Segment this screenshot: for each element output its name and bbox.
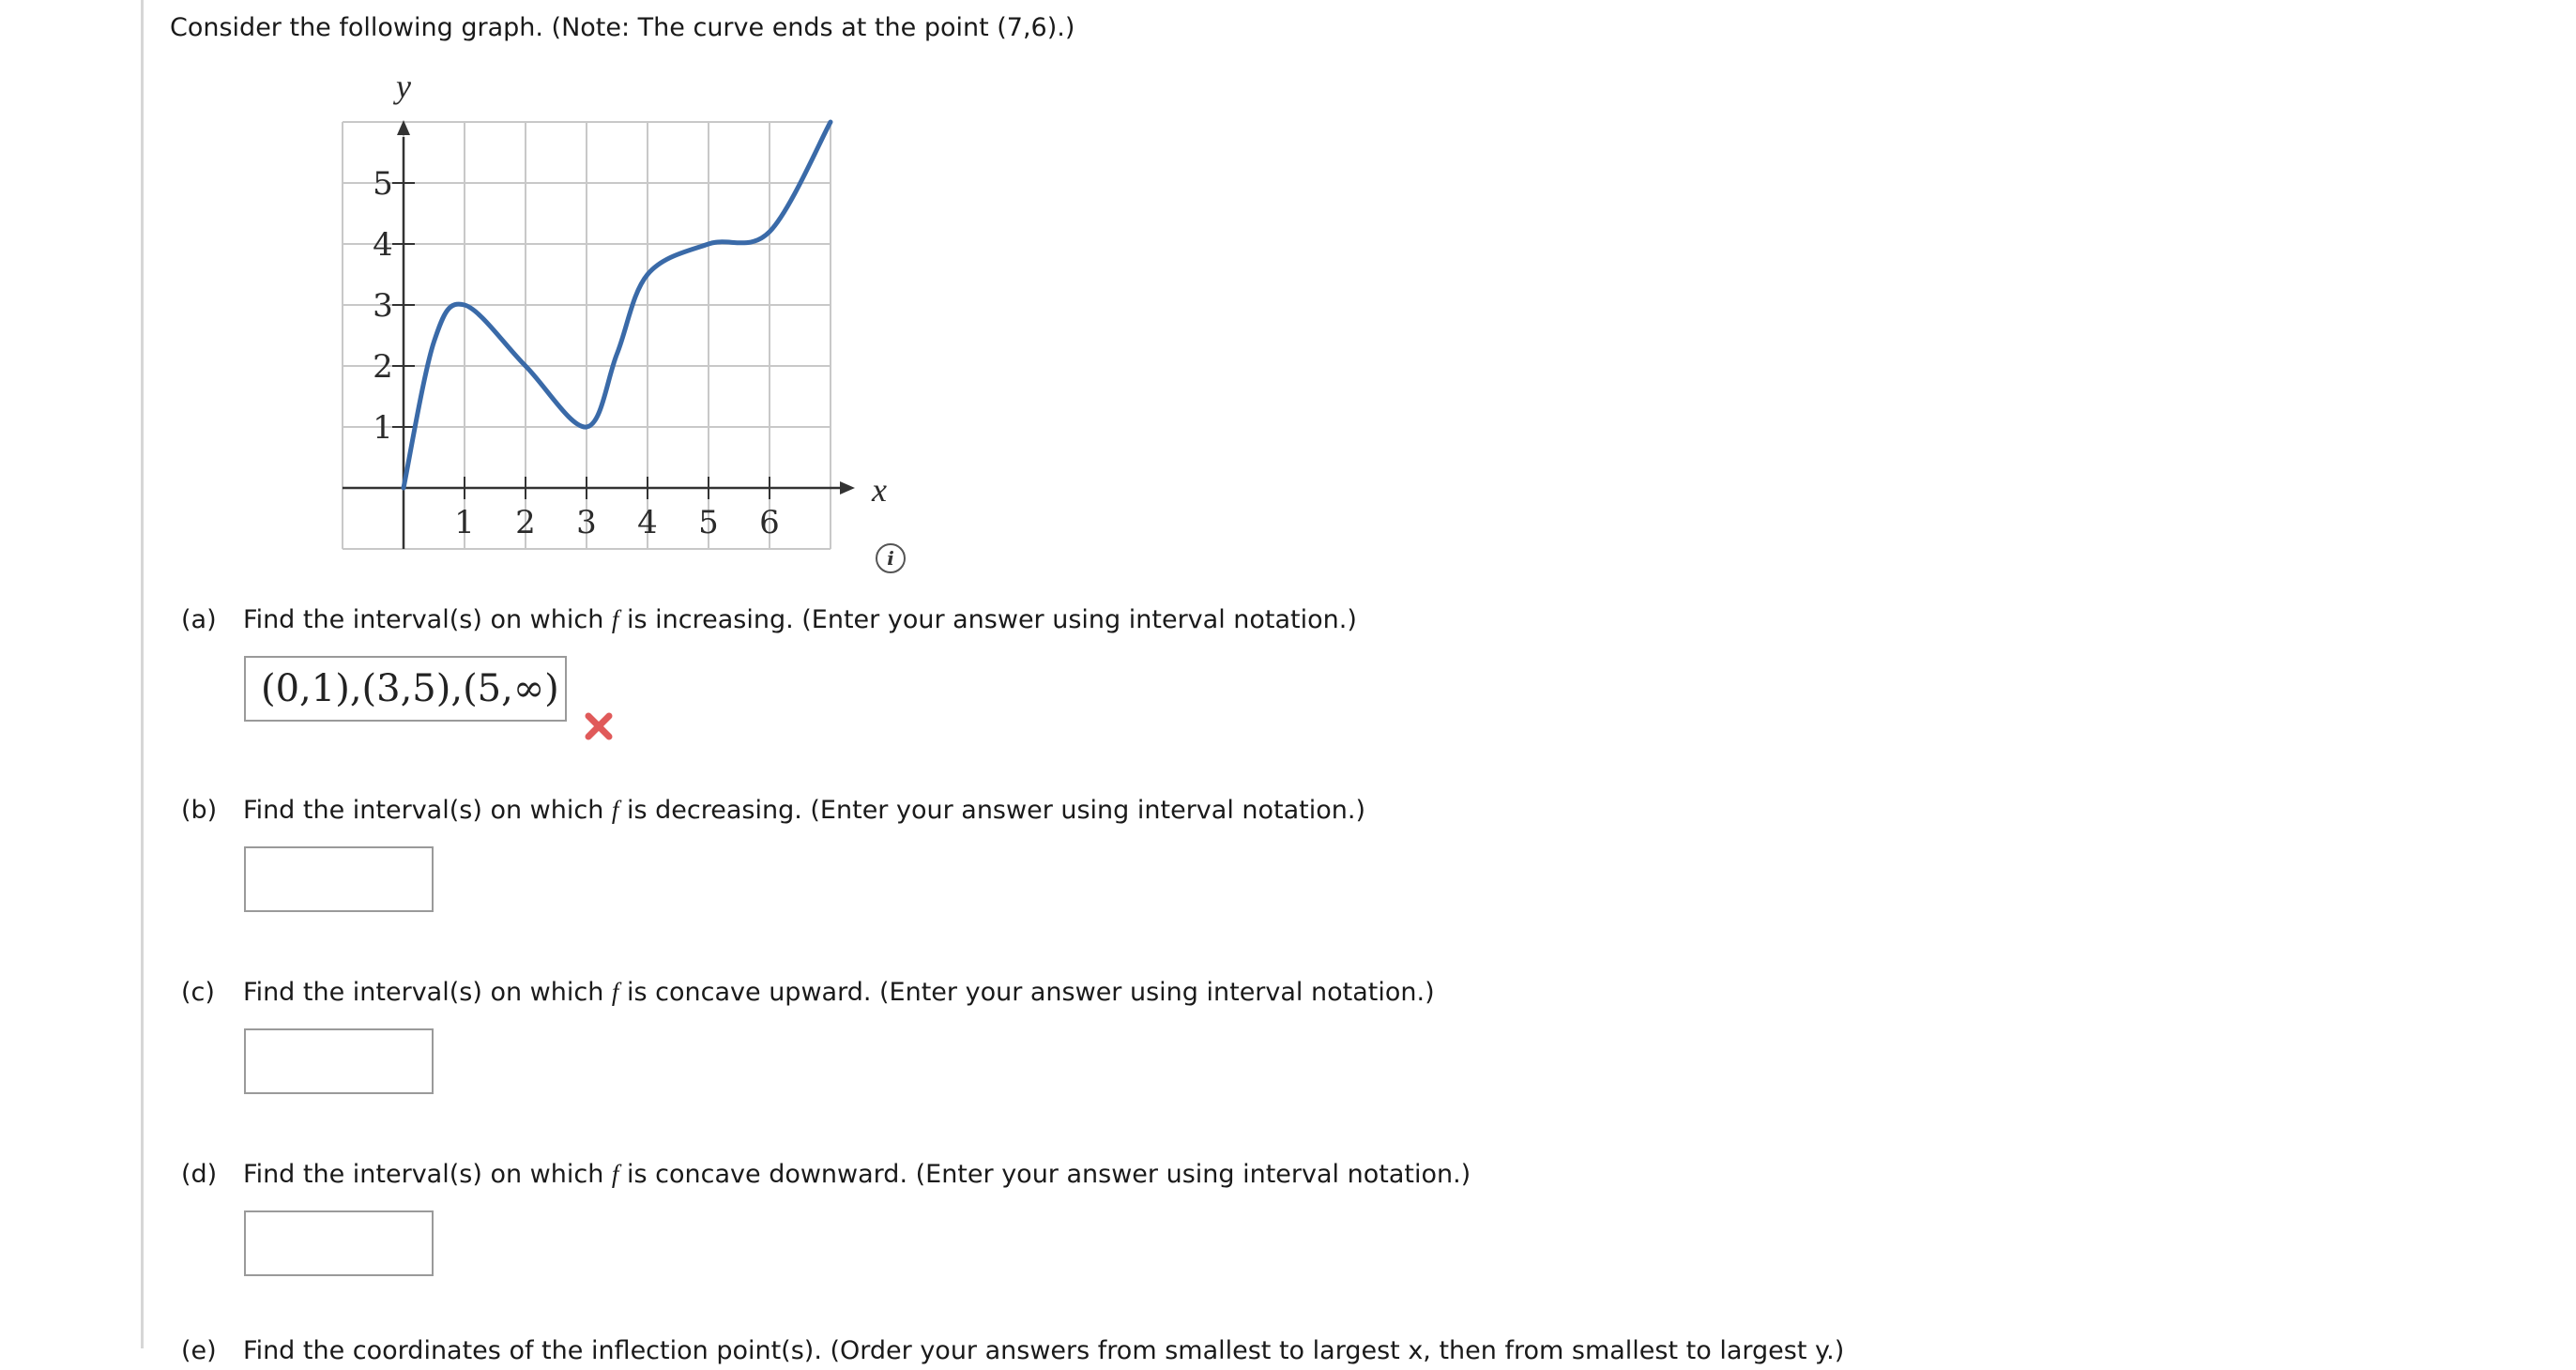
- y-tick-label: 2: [373, 348, 393, 386]
- question-d-letter: (d): [181, 1160, 218, 1189]
- x-axis-arrow: [840, 481, 855, 495]
- function-graph: [328, 66, 901, 591]
- question-c: [181, 973, 1435, 1012]
- x-tick-label: 1: [454, 504, 475, 541]
- question-b: [181, 791, 1365, 830]
- question-b-letter: (b): [181, 796, 218, 825]
- x-tick-label: 4: [637, 504, 658, 541]
- question-d-text: Find the interval(s) on which f is concave downward. (Enter your answer using interval notation.): [243, 1160, 1471, 1189]
- y-tick-label: 3: [373, 287, 393, 325]
- x-axis-label: x: [872, 471, 887, 509]
- answer-input-d[interactable]: [244, 1210, 434, 1276]
- question-d: [181, 1155, 1471, 1194]
- x-tick-label: 2: [515, 504, 536, 541]
- question-e: [181, 1332, 1844, 1370]
- y-tick-label: 5: [373, 165, 393, 203]
- answer-input-a[interactable]: (0,1),(3,5),(5,∞): [244, 656, 567, 722]
- answer-input-c[interactable]: [244, 1028, 434, 1094]
- question-c-text: Find the interval(s) on which f is concave upward. (Enter your answer using interval notation.): [243, 978, 1435, 1007]
- x-tick-label: 5: [698, 504, 719, 541]
- y-axis-label: y: [396, 68, 411, 105]
- question-a-letter: (a): [181, 605, 217, 634]
- problem-intro: Consider the following graph. (Note: The curve ends at the point (7,6).): [170, 13, 1075, 42]
- question-c-letter: (c): [181, 978, 215, 1007]
- incorrect-x-icon: [582, 709, 616, 743]
- y-tick-label: 4: [373, 226, 393, 264]
- question-e-text: Find the coordinates of the inflection point(s). (Order your answers from smallest to largest x, then from smallest to largest y.): [243, 1336, 1845, 1365]
- left-divider: [141, 0, 144, 1348]
- question-e-letter: (e): [181, 1336, 217, 1365]
- question-b-text: Find the interval(s) on which f is decreasing. (Enter your answer using interval notation.): [243, 796, 1366, 825]
- graph-ticks: [343, 120, 855, 549]
- question-a-text: Find the interval(s) on which f is increasing. (Enter your answer using interval notation.): [243, 605, 1357, 634]
- x-tick-label: 6: [759, 504, 780, 541]
- answer-input-b[interactable]: [244, 846, 434, 912]
- info-icon[interactable]: i: [876, 543, 906, 573]
- x-tick-label: 3: [576, 504, 597, 541]
- question-a: [181, 601, 1357, 639]
- y-tick-label: 1: [373, 409, 393, 447]
